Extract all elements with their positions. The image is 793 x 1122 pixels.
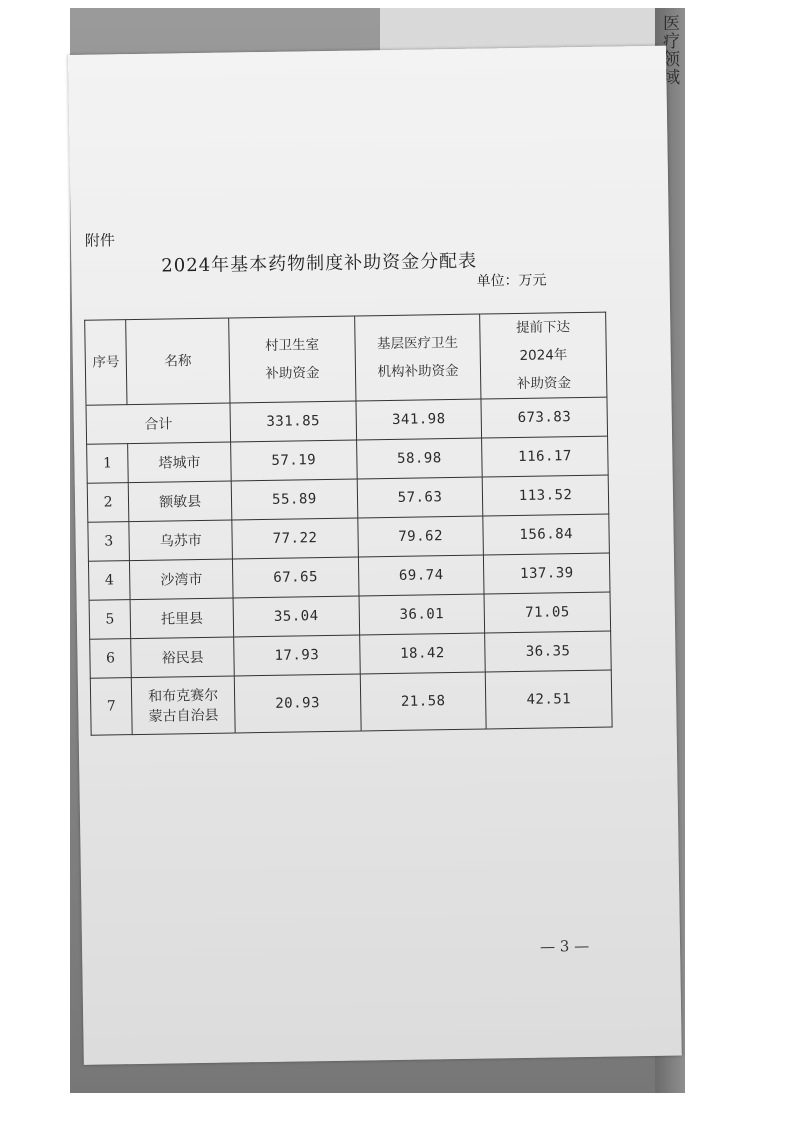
header-index: 序号 xyxy=(85,320,128,406)
total-advance: 673.83 xyxy=(481,397,607,438)
page-number: — 3 — xyxy=(539,936,590,956)
row-name: 沙湾市 xyxy=(130,559,234,600)
row-village: 67.65 xyxy=(233,557,359,598)
header-grassroots xyxy=(354,314,481,401)
header-grassroots-line: 机构补助资金 xyxy=(377,362,459,381)
header-advance xyxy=(480,312,607,399)
row-grassroots: 21.58 xyxy=(360,672,486,731)
row-index: 7 xyxy=(90,678,132,736)
row-name-line: 蒙古自治县 xyxy=(148,707,219,725)
row-advance: 116.17 xyxy=(482,436,608,477)
row-village: 77.22 xyxy=(232,518,358,559)
table-row xyxy=(90,670,612,735)
header-advance-line: 补助资金 xyxy=(516,375,572,392)
row-grassroots: 79.62 xyxy=(358,516,484,557)
row-grassroots: 58.98 xyxy=(356,438,482,479)
row-name: 托里县 xyxy=(130,598,234,639)
side-label: 医疗领域 xyxy=(659,14,679,86)
unit-label: 单位：万元 xyxy=(476,272,547,290)
document-title: 2024年基本药物制度补助资金分配表 xyxy=(161,250,478,277)
row-index: 4 xyxy=(88,561,130,601)
row-advance: 36.35 xyxy=(485,631,611,672)
row-grassroots: 57.63 xyxy=(357,477,483,518)
document-sheet xyxy=(68,46,682,1065)
row-index: 5 xyxy=(89,600,131,640)
header-advance-line: 提前下达 xyxy=(515,319,571,336)
header-village-line: 补助资金 xyxy=(265,365,320,382)
row-village: 57.19 xyxy=(231,440,357,481)
row-advance: 113.52 xyxy=(483,475,609,516)
row-advance: 71.05 xyxy=(484,592,610,633)
row-village: 35.04 xyxy=(233,596,359,637)
row-index: 1 xyxy=(87,444,129,484)
header-grassroots-line: 基层医疗卫生 xyxy=(376,334,459,353)
allocation-table xyxy=(84,312,612,736)
attachment-label: 附件 xyxy=(84,231,116,250)
row-name xyxy=(131,676,235,735)
header-advance-line: 2024年 xyxy=(519,347,568,364)
row-grassroots: 69.74 xyxy=(358,555,484,596)
row-name: 塔城市 xyxy=(128,442,232,483)
row-index: 6 xyxy=(90,639,132,679)
row-advance: 137.39 xyxy=(484,553,610,594)
total-label: 合计 xyxy=(86,403,231,444)
row-index: 3 xyxy=(88,522,130,562)
row-name-line: 和布克赛尔 xyxy=(148,687,219,705)
row-advance: 42.51 xyxy=(486,670,613,729)
header-village xyxy=(229,316,356,403)
row-name: 乌苏市 xyxy=(129,520,233,561)
row-village: 55.89 xyxy=(231,479,357,520)
header-name: 名称 xyxy=(126,318,230,405)
header-village-line: 村卫生室 xyxy=(264,337,320,354)
total-grassroots: 341.98 xyxy=(356,399,482,440)
row-index: 2 xyxy=(87,483,129,523)
row-village: 20.93 xyxy=(234,674,360,733)
row-name: 裕民县 xyxy=(131,637,235,678)
row-grassroots: 36.01 xyxy=(359,594,485,635)
table-header-row xyxy=(85,312,607,405)
total-village: 331.85 xyxy=(230,401,356,442)
row-village: 17.93 xyxy=(234,635,360,676)
row-name: 额敏县 xyxy=(128,481,232,522)
row-grassroots: 18.42 xyxy=(359,633,485,674)
row-advance: 156.84 xyxy=(483,514,609,555)
